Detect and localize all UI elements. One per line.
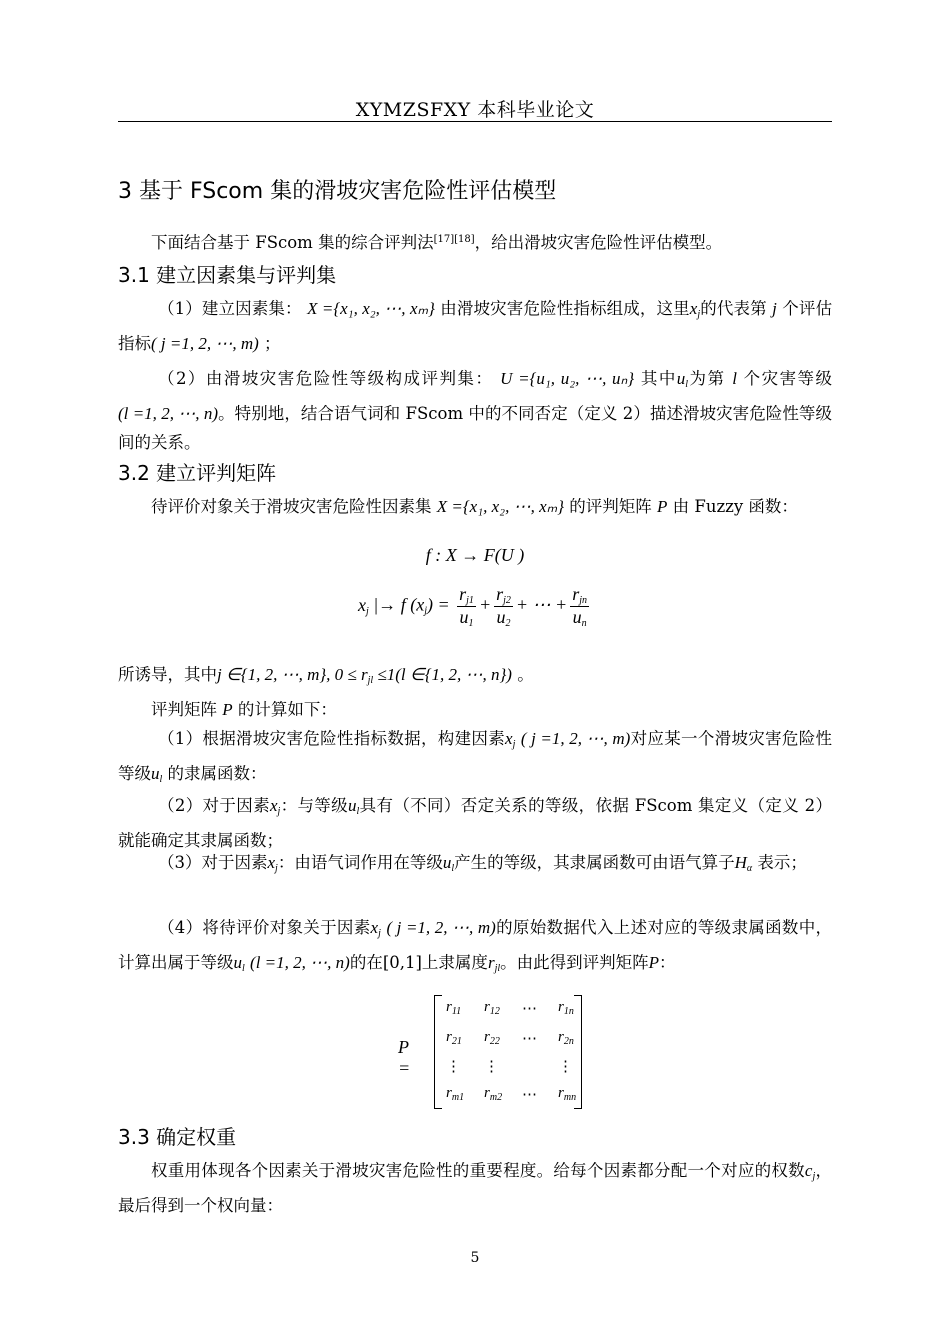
s31-p2a: （2）由滑坡灾害危险性等级构成评判集： <box>158 369 494 388</box>
eq2-lhs: $x_j$ <box>358 594 369 617</box>
s32-p1b: 的评判矩阵 <box>569 497 652 516</box>
var-P-2: P <box>222 700 233 719</box>
s31-p1a: （1）建立因素集： <box>158 299 302 318</box>
s33-p1a: 权重用体现各个因素关于滑坡灾害危险性的重要程度。给每个因素都分配一个对应的权数 <box>151 1161 805 1180</box>
section-3-1-item-1 <box>118 294 832 358</box>
s31-p1c: 的代表第 <box>700 299 767 318</box>
intro-text-b: ，给出滑坡灾害危险性评估模型。 <box>474 233 723 252</box>
var-r-jl: $r_{jl}$ <box>487 953 501 974</box>
step-3 <box>118 848 832 883</box>
eq2-eq: ) = <box>427 594 450 615</box>
matrix-cell: ⋮ <box>558 1059 573 1075</box>
s31-p2c: 为第 <box>688 369 726 388</box>
s32-s1a: （1）根据滑坡灾害危险性指标数据，构建因素 <box>158 729 506 748</box>
section-3-2-intro <box>118 492 832 521</box>
factor-set-formula-2: X ={x₁, x₂, ⋯, xₘ} <box>436 497 565 516</box>
var-x-j: $x_j$ <box>689 299 701 320</box>
j-range-formula-3: ( j =1, 2, ⋯, m) <box>386 918 496 937</box>
s32-s4a: （4）将待评价对象关于因素 <box>158 918 371 937</box>
s32-p3b: 的计算如下： <box>237 700 337 719</box>
j-range-formula-2: ( j =1, 2, ⋯, m) <box>520 729 631 748</box>
s31-p2e: 。特别地，结合语气词和 FScom 中的不同否定（定义 2）描述滑坡灾害危险性等级间的关系。 <box>118 404 832 452</box>
matrix-cell: $r_{m1}$ <box>446 1085 465 1103</box>
var-x-j-2: $x_j$ <box>505 729 516 750</box>
s31-p2b: 其中 <box>640 369 677 388</box>
s31-p1d: 个评估指标 <box>118 299 833 353</box>
fuzzy-mapping-equation: $x_j$ |→ f $(x_j)$ = $\frac{r_{j1}}{u_1}$ + $\frac{r_{j2}}{u_2}$ + ⋯ + $\frac{r_{jn}}{u_n}$ <box>358 584 587 629</box>
eq2-sub: j <box>424 605 427 617</box>
matrix-cell: $r_{m2}$ <box>484 1085 503 1103</box>
s32-s3a: （3）对于因素 <box>158 853 268 872</box>
matrix-cell: $r_{2n}$ <box>558 1029 574 1047</box>
s32-p1c: 由 Fuzzy 函数： <box>672 497 798 516</box>
matrix-cell: $r_{mn}$ <box>558 1085 577 1103</box>
s32-s1b: 对应某一个滑坡灾害危险性等级 <box>118 729 833 783</box>
var-u-l: $u_l$ <box>676 369 689 390</box>
fraction-1: $\frac{r_{j1}}{u_1}$ <box>459 584 474 629</box>
var-x-j-4: $x_j$ <box>267 853 278 874</box>
matrix-cell: ⋯ <box>522 1087 537 1103</box>
matrix-cell: $r_{12}$ <box>484 999 500 1017</box>
var-u-l-3: $u_l$ <box>348 796 360 817</box>
s31-p1b: 由滑坡灾害危险性指标组成，这里 <box>440 299 690 318</box>
s32-s3b: ：由语气词作用在等级 <box>277 853 443 872</box>
section-3-1-title: 3.1 建立因素集与评判集 <box>118 263 337 287</box>
matrix-cell: $r_{1n}$ <box>558 999 574 1017</box>
section-3-1-item-2 <box>118 364 832 457</box>
eq2-map: |→ f (x <box>368 594 425 615</box>
j-range-formula: ( j =1, 2, ⋯, m) <box>151 334 259 353</box>
s32-s3c: 产生的等级，其隶属函数可由语气算子 <box>454 853 735 872</box>
matrix-cell: $r_{22}$ <box>484 1029 500 1047</box>
fraction-n: $\frac{r_{jn}}{u_n}$ <box>572 584 587 629</box>
step-4 <box>118 913 832 983</box>
s32-s2b: ：与等级 <box>280 796 349 815</box>
page-number: 5 <box>470 1250 480 1266</box>
s33-p1b: ，最后得到一个权向量： <box>118 1161 833 1215</box>
var-P-3: P <box>648 953 660 972</box>
evaluation-set-formula: U ={u₁, u₂, ⋯, uₙ} <box>500 369 635 388</box>
running-header: XYMZSFXY 本科毕业论文 <box>355 99 595 121</box>
s31-p2d: 个灾害等级 <box>743 369 833 388</box>
s32-s4c: 的在[0,1]上隶属度 <box>349 953 488 972</box>
intro-paragraph <box>118 225 832 257</box>
l-range-formula-2: (l =1, 2, ⋯, n) <box>250 953 350 972</box>
var-l: l <box>732 369 737 388</box>
s32-p2a: 所诱导，其中 <box>118 665 217 684</box>
factor-set-formula: X ={x₁, x₂, ⋯, xₘ} <box>307 299 435 318</box>
matrix-cell: ⋮ <box>484 1059 499 1075</box>
citation-ref: [17][18] <box>433 234 475 245</box>
s32-p2b: 。 <box>517 665 534 684</box>
matrix-cell: $r_{21}$ <box>446 1029 462 1047</box>
chapter-title: 3 基于 FScom 集的滑坡灾害危险性评估模型 <box>118 179 557 204</box>
matrix-cell: ⋮ <box>446 1059 461 1075</box>
s32-s2c: 具有（不同）否定关系的等级，依据 FScom 集定义（定义 2）就能确定其隶属函数； <box>118 796 833 850</box>
matrix-cell: ⋯ <box>522 1031 537 1047</box>
l-range-formula: (l =1, 2, ⋯, n) <box>118 404 219 423</box>
s32-s3d: 表示； <box>757 853 807 872</box>
var-u-l-5: $u_l$ <box>233 953 245 974</box>
var-x-j-3: $x_j$ <box>269 796 281 817</box>
section-3-3-title: 3.3 确定权重 <box>118 1125 237 1149</box>
var-j: j <box>772 299 777 318</box>
s31-p1e: ； <box>264 334 281 353</box>
step-1 <box>118 724 832 794</box>
fuzzy-function-equation: f : X → F(U ) <box>425 545 525 565</box>
matrix-left-bracket <box>434 995 442 1109</box>
s32-p3a: 评判矩阵 <box>151 700 217 719</box>
section-3-3-paragraph <box>118 1156 832 1220</box>
s32-s4e: ： <box>659 953 676 972</box>
section-3-2-condition <box>118 660 832 724</box>
condition-formula: j ∈{1, 2, ⋯, m}, $0 \le r_{jl} \le 1(l$ ∈{1, 2, ⋯, n}) <box>217 665 512 686</box>
intro-text-a: 下面结合基于 FScom 集的综合评判法 <box>151 233 434 252</box>
var-u-l-4: $u_l$ <box>442 853 455 874</box>
matrix-cell: $r_{11}$ <box>446 999 462 1017</box>
section-3-2-title: 3.2 建立评判矩阵 <box>118 461 277 485</box>
operator-H-alpha: $H_\alpha$ <box>734 853 753 874</box>
fraction-2: $\frac{r_{j2}}{u_2}$ <box>496 584 511 629</box>
eq2-dots: + ⋯ + <box>515 594 568 615</box>
header-rule <box>118 121 832 122</box>
var-u-l-2: $u_l$ <box>151 764 163 785</box>
s32-s4d: 。由此得到评判矩阵 <box>500 953 649 972</box>
var-c-j: $c_j$ <box>804 1161 816 1182</box>
var-x-j-5: $x_j$ <box>370 918 381 939</box>
s32-p1a: 待评价对象关于滑坡灾害危险性因素集 <box>151 497 432 516</box>
s32-s2a: （2）对于因素 <box>158 796 270 815</box>
s32-s1c: 的隶属函数： <box>167 764 267 783</box>
var-P: P <box>657 497 668 516</box>
s32-s4b: 的原始数据代入上述对应的等级隶属函数中，计算出属于等级 <box>118 918 833 972</box>
matrix-cell: ⋯ <box>522 1001 537 1017</box>
matrix-lhs: P = <box>398 1037 411 1078</box>
step-2 <box>118 791 832 855</box>
